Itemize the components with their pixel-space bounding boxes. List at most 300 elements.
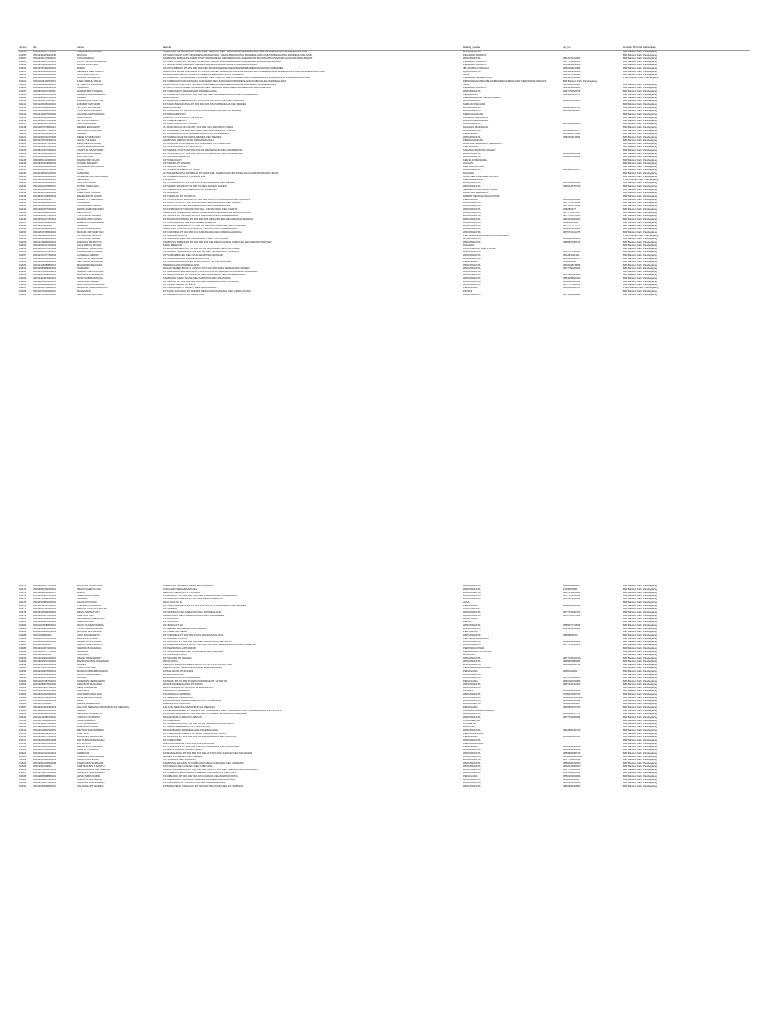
cell-no-hp: 08980000000 xyxy=(563,778,579,781)
cell-sumber: BRI Banten Kab. Pandeglang xyxy=(623,683,657,686)
cell-nik: 3601941307862001 xyxy=(33,146,57,149)
cell-nomor: 91530 xyxy=(19,781,27,785)
cell-sumber: BRI Banten Kab. Pandeglang xyxy=(623,218,657,221)
cell-sumber: BRI Banten Kab. Pandeglang xyxy=(623,601,657,604)
cell-alamat: KAMPUNG SAMLUKUR DESA PASIRJANGA KECAMATAN MORONCONG xyxy=(163,211,251,215)
cell-alamat: KP.PASIR GADUNG RT.001 RW.002 DS SIKENTIR/NGKING.CADASARI xyxy=(163,712,248,716)
cell-nomor: 91468 xyxy=(19,290,27,293)
cell-bidang-usaha: WIRASWASTA xyxy=(463,765,481,768)
cell-nomor: 91505 xyxy=(19,699,27,703)
cell-bidang-usaha: WIRASWASTA xyxy=(463,598,481,601)
cell-sumber: BRI Banten Kab. Pandeglang xyxy=(623,274,657,277)
cell-nomor: 91510 xyxy=(19,716,27,719)
cell-nomor: 91484 xyxy=(19,630,27,634)
cell-bidang-usaha: DAGA/UNAN/ABANG xyxy=(463,119,489,123)
cell-nama: KAEDA BIN SAMNUDI xyxy=(77,762,104,765)
cell-sumber: BRI Banten Kab. Pandeglang xyxy=(623,211,657,215)
cell-nama: ACHMAD SUPRIYADI xyxy=(77,247,103,251)
cell-nik: 3601220808880001 xyxy=(33,274,57,277)
cell-no-hp: 085948266877 xyxy=(563,129,581,132)
cell-nama: SUDIASIH xyxy=(77,172,90,175)
cell-sumber: BRI Banten Kab. Pandeglang xyxy=(623,57,657,60)
cell-nomor: 91442 xyxy=(19,205,27,208)
cell-no-hp: 085592368468 xyxy=(563,274,581,277)
cell-no-hp: 085103862340 xyxy=(563,277,581,280)
cell-nik: 3601900802840002 xyxy=(33,726,57,729)
cell-alamat: SURUPUN MARAKA RT 002 RW 002 KEL RT 001 KEC.SARUNI KEC.MAJASARI xyxy=(163,768,258,772)
cell-nomor: 91405 xyxy=(19,83,27,87)
cell-nomor: 91421 xyxy=(19,136,27,139)
cell-nomor: 91416 xyxy=(19,119,27,123)
cell-alamat: KP BABAKAN KEMBANG RT 01 RW 04 DS CILILITAN KEC.PADANG xyxy=(163,100,244,103)
cell-alamat: RAMANLUU CIUDUON xyxy=(163,703,191,706)
cell-sumber: BRI Banten Kab. Pandeglang xyxy=(623,214,657,218)
cell-alamat: KP CIBANGO TENGAHKEL.PILIMBEN KEC.CARITA. KEL.PILIMBEN KEC.PANDEGLANG KAB.LABUAN PANDEGLANG KAB. xyxy=(163,77,311,80)
cell-bidang-usaha: KOSMETIK xyxy=(463,722,477,726)
cell-sumber: BRI Banten Kab. Pandeglang xyxy=(623,185,657,188)
cell-nik: 3601890150820004 xyxy=(33,191,57,195)
cell-nomor: 91524 xyxy=(19,762,27,765)
cell-nomor: 91531 xyxy=(19,785,27,788)
cell-bidang-usaha: PEDAGANG xyxy=(463,745,478,749)
cell-nik: 3601801407060021 xyxy=(33,149,57,152)
cell-nama: JULIANA ARSTONANG xyxy=(77,113,105,116)
cell-sumber: PNM Banten Kab. Pandeglang xyxy=(623,234,659,237)
cell-sumber: BRI Banten Kab. Pandeglang xyxy=(623,139,657,142)
cell-sumber: BRI Banten Kab. Pandeglang xyxy=(623,221,657,224)
cell-nama: YANI SINUMADITO xyxy=(77,634,100,637)
cell-nomor: 91446 xyxy=(19,218,27,221)
cell-nik: 3601203088420001 xyxy=(33,601,57,604)
cell-sumber: BRI Banten Kab. Pandeglang xyxy=(623,696,657,699)
cell-nama: ROHAN/ABN CINDAK xyxy=(77,251,103,254)
cell-sumber: BRI Banten Kab. Pandeglang xyxy=(623,614,657,617)
cell-nik: 3601201707760002 xyxy=(33,254,57,257)
cell-nik: 3601506908020001 xyxy=(33,109,57,113)
cell-nik: 3601210401920002 xyxy=(33,116,57,119)
cell-nama: NENGSIH xyxy=(77,178,89,182)
cell-nama: ROSI NURDIANSYAH xyxy=(77,277,103,280)
cell-bidang-usaha: WIRASWASTA xyxy=(463,237,481,241)
cell-alamat: KP BANJAR KULON xyxy=(163,637,188,640)
cell-bidang-usaha: WIRASWASTA xyxy=(463,739,481,742)
cell-alamat: KP BOJEN TANGGUL RT 02 RW 02 KEL. BOJEN KEC. SOBANG xyxy=(163,251,240,254)
cell-bidang-usaha: PENGGANAN/AN PADI xyxy=(463,667,491,670)
cell-no-hp: 085208020002 xyxy=(563,280,581,283)
cell-bidang-usaha: WIRASWASTA xyxy=(463,683,481,686)
cell-alamat: KOMP.CIPROTAG CIPUTIH KEC.KADUHEJO/CIPERRBEGA/ANGKANG/KHEJO PANDEGLANG xyxy=(163,83,276,87)
cell-nik: 3601860905760002 xyxy=(33,96,57,100)
cell-alamat: KAMPUNG KADU SIANA KEL KARATON KEC MAJASARI xyxy=(163,277,231,280)
cell-nik: 3601207020809001 xyxy=(33,270,57,274)
cell-nama: KALLON SERANG PENGIRUN AS SERANG xyxy=(77,706,130,709)
cell-nik: 3601214607860002 xyxy=(33,742,57,745)
cell-bidang-usaha: WIRASWASTA xyxy=(463,214,481,218)
cell-bidang-usaha: WIRASWASTA xyxy=(463,136,481,139)
cell-nik: 3601194002820007 xyxy=(33,591,56,594)
cell-alamat: PASAR SENEN BLOK II LANTAI 4 RT 001 RW 006/L SENEN KEC.SENEN xyxy=(163,267,250,270)
cell-bidang-usaha: WIRASWASTA xyxy=(463,673,481,676)
cell-no-hp: 087552073132 xyxy=(563,205,581,208)
cell-nama: DARMA BIN TASMAN xyxy=(77,90,103,93)
cell-nik: 3601891700890002 xyxy=(33,195,57,198)
cell-nama: VIJAYTO SUPARTA xyxy=(77,716,101,719)
cell-sumber: BRI Banten Kab. Pandeglang xyxy=(623,149,657,152)
cell-no-hp: 085216080016 xyxy=(563,604,581,608)
cell-nik: 3601050807080001 xyxy=(33,722,57,726)
cell-nik: 3601264812830001 xyxy=(33,755,57,758)
cell-no-hp: 085283647773 xyxy=(563,712,581,716)
cell-alamat: PASIR KUNTUL KEL PANDEGLANG KEC.PANDEGLANG xyxy=(163,205,231,208)
cell-nomor: 91417 xyxy=(19,123,27,126)
cell-alamat: KAMPUNG SEMPER RT 07 RW 04 KEL.BATUBANTAR KEC.CIMANUK xyxy=(163,224,247,228)
cell-alamat: KP SAKETI PASIR RT 02 RW 01 DES SAKETI SAKETI xyxy=(163,185,227,188)
cell-nama: SUDIMAN xyxy=(77,690,89,693)
cell-bidang-usaha: WIRASWASTA xyxy=(463,781,481,785)
cell-bidang-usaha: WIRASWASTA xyxy=(463,762,481,765)
cell-nik: 3601272207560002 xyxy=(33,781,57,785)
cell-nomor: 91445 xyxy=(19,214,27,218)
cell-nik: 3601240407840001 xyxy=(33,277,57,280)
cell-alamat: KP PANGAMPOAN xyxy=(163,113,186,116)
cell-sumber: BRI Banten Kab. Pandeglang xyxy=(623,772,657,775)
cell-sumber: BRI Banten Kab. Pandeglang xyxy=(623,67,657,70)
cell-sumber: BRI Banten Kab. Pandeglang xyxy=(623,129,657,132)
cell-sumber: BRI Banten Kab. Pandeglang xyxy=(623,644,657,647)
cell-nik: 3601140408802001 xyxy=(33,201,56,205)
cell-no-hp: 081111111111 xyxy=(563,221,579,224)
cell-bidang-usaha: HASIL BUMI xyxy=(463,617,478,621)
cell-nik: 3601080211600002 xyxy=(33,159,56,162)
cell-nik: 3601208807830002 xyxy=(33,683,57,686)
cell-nomor: 91419 xyxy=(19,129,27,132)
cell-no-hp: 085507774569 xyxy=(563,624,581,627)
cell-nomor: 91463 xyxy=(19,274,27,277)
cell-nama: TB ACHMAD FAUAL xyxy=(77,205,102,208)
cell-nik: 3601214607030002 xyxy=(33,113,57,116)
cell-alamat: KP CIBUNGUR GARDU JL JASA, CIGALAKIRT 3/006 xyxy=(163,732,226,735)
cell-sumber: BRI Banten Kab. Pandeglang xyxy=(623,755,657,758)
cell-bidang-usaha: WIRASWASTA xyxy=(463,591,481,594)
cell-bidang-usaha: WIRASWASTA xyxy=(463,211,481,215)
cell-nomor: 91452 xyxy=(19,237,27,241)
cell-sumber: BRI Banten Kab. Pandeglang xyxy=(623,188,657,192)
cell-nik: 3601200209820002 xyxy=(33,257,57,260)
cell-no-hp: 081910874686 xyxy=(563,264,581,267)
cell-bidang-usaha: WIRASWASTA xyxy=(463,712,481,716)
cell-alamat: KP SINURKU KEL KABAYAN KEC PANDEGLANG xyxy=(163,611,222,614)
cell-nomor: 91488 xyxy=(19,644,27,647)
cell-alamat: JL PAGARIBH DSL RATIBAJA RT 02/09 KEL JAMIKA KEC BOJONGLOA KALER BANDUNG 40231 xyxy=(163,172,279,175)
cell-nama: RUSMIN xyxy=(77,188,88,192)
cell-alamat: KP CISEKE MELATI xyxy=(163,119,187,123)
cell-nik: 3601200308880002 xyxy=(33,673,57,676)
cell-bidang-usaha: PEGAWAI SWASTA xyxy=(463,54,487,57)
cell-nomor: 91520 xyxy=(19,749,27,752)
cell-alamat: RAWA LAUJI KEL PEGADUNGAN KEC.KALIDERES xyxy=(163,614,225,617)
cell-alamat: KP CIKEBUI KELURAHAN CIMERAK KECAMATAN CIBITUNG xyxy=(163,772,237,775)
cell-nomor: 91449 xyxy=(19,228,27,231)
cell-alamat: DS PATUKBELID RT 001 RW 004/KEC.BOHONGEWAH/DESABANEBABABEINGNORONO KEBUMEN xyxy=(163,67,284,70)
cell-nama: AAS ARIB MAULANA xyxy=(77,693,103,696)
cell-nomor: 91527 xyxy=(19,772,27,775)
cell-nik: 3601202049110002 xyxy=(33,280,56,283)
cell-sumber: BRI Banten Kab. Pandeglang xyxy=(623,106,657,110)
cell-nomor: 91529 xyxy=(19,778,27,781)
cell-nama: SOHIBBIN FATUROHMAN xyxy=(77,175,109,178)
cell-no-hp: 083612875760 xyxy=(563,185,581,188)
cell-alamat: KP BABAKAN/SANDI.NU RT 002 RW 002 KEL CIMRUHIMATAN KEC CIBELIAK xyxy=(163,644,257,647)
cell-no-hp: 085210303003 xyxy=(563,775,581,778)
cell-alamat: KP KARYA BAKTI RT 002/011 xyxy=(163,123,198,126)
cell-nik: 3601073808860002 xyxy=(33,598,57,601)
cell-alamat: KP CIBINGI DS SUKASENDRU KC CIKEUSIK xyxy=(163,188,218,192)
cell-alamat: KP.MANGUNAH RT 002 RW 012 KEL.RT 001 KEC.SARUNI KEC.MAJASARI xyxy=(163,752,253,755)
cell-nomor: 91517 xyxy=(19,739,27,742)
cell-nik: 3601292117500001 xyxy=(33,57,56,60)
cell-nama: RASPAN BIN KATRA xyxy=(77,218,102,221)
cell-alamat: KP SOBANG KEL SOBANG xyxy=(163,758,196,762)
cell-sumber: PNM Banten Kab. Pandeglang xyxy=(623,77,659,80)
cell-no-hp: 085256020502 xyxy=(563,152,581,155)
cell-bidang-usaha: WIRASWASTA xyxy=(463,106,481,110)
cell-nomor: 91413 xyxy=(19,109,27,113)
cell-nama: NYI AYU SUTARSIH xyxy=(77,106,101,110)
cell-nama: NENI SUHAESIH xyxy=(77,686,98,690)
cell-nik: 3601160608040002 xyxy=(33,73,56,77)
cell-nik: 3601211508880001 xyxy=(33,264,56,267)
cell-sumber: BRI Banten Kab. Pandeglang xyxy=(623,113,657,116)
cell-nama: NANANG KURNIAWAN xyxy=(77,772,105,775)
cell-sumber: BRI Banten Kab. Pandeglang xyxy=(623,607,657,611)
cell-nama: FAJAR MULYANA xyxy=(77,64,98,67)
cell-bidang-usaha: WIRASWASTA xyxy=(463,703,481,706)
cell-nik: 3601164100002 xyxy=(33,653,52,657)
cell-sumber: BRI Banten Kab. Pandeglang xyxy=(623,191,657,195)
cell-bidang-usaha: PERDAGANGAN xyxy=(463,113,484,116)
cell-alamat: KP SANJAR RT 002/003 xyxy=(163,657,192,660)
cell-no-hp: 087878037580 xyxy=(563,614,581,617)
cell-sumber: BRI Banten Kab. Pandeglang xyxy=(623,742,657,745)
cell-sumber: BRI Banten Kab. Pandeglang xyxy=(623,247,657,251)
cell-sumber: BRI Banten Kab. Pandeglang xyxy=(623,627,657,630)
cell-sumber: BRI Banten Kab. Pandeglang xyxy=(623,50,657,54)
cell-nomor: 91455 xyxy=(19,247,27,251)
cell-nama: HIRFIN SAIM MAYATI xyxy=(77,644,103,647)
cell-sumber: BRI Banten Kab. Pandeglang xyxy=(623,673,657,676)
cell-nomor: 91415 xyxy=(19,116,27,119)
cell-nomor: 91501 xyxy=(19,686,27,690)
cell-no-hp: 085911182400 xyxy=(563,109,580,113)
cell-nomor: 91497 xyxy=(19,673,27,676)
cell-bidang-usaha: WIRASWASTA xyxy=(463,90,481,93)
cell-nik: 3601284910040001 xyxy=(33,77,57,80)
cell-bidang-usaha: COUNTER HP xyxy=(463,607,481,611)
cell-bidang-usaha: PERTANIAN xyxy=(463,630,478,634)
cell-nama: NURHADI xyxy=(77,267,89,270)
cell-nomor: 91412 xyxy=(19,106,27,110)
cell-sumber: BRI Banten Kab. Pandeglang xyxy=(623,630,657,634)
cell-nama: RAHAYTI YOELANDA xyxy=(77,198,103,201)
cell-nomor: 91402 xyxy=(19,73,27,77)
cell-alamat: KP BARUBAN MALABANG RT 001 RW 003 DS MEKAR/TRUNBANG CADASARI xyxy=(163,270,258,274)
cell-bidang-usaha: WIRASWASTA xyxy=(463,270,481,274)
cell-nik: 3601107088000003 xyxy=(33,719,56,722)
cell-bidang-usaha: DAGANG xyxy=(463,172,475,175)
cell-nik: 3601201911082001 xyxy=(33,152,56,155)
cell-nomor: 91401 xyxy=(19,70,27,73)
cell-alamat: KAMPUNG BABAKAN ASEM RT/07 RW/02/DESA CIBARENGKOK ASEAM/TAN BOJONGPICUNG/KAB.CIANJUR/JAWA BARAT xyxy=(163,57,313,60)
cell-alamat: KP CISEUNDUT MEKARSARI PANDEGLANG xyxy=(163,90,217,93)
cell-bidang-usaha: PEDAGANG xyxy=(463,198,478,201)
cell-sumber: BRI Banten Kab. Pandeglang xyxy=(623,752,657,755)
cell-nama: AGI CAHYA DIGUNA xyxy=(77,129,102,132)
cell-nomor: 91458 xyxy=(19,257,27,260)
cell-alamat: PUCEC/LIT xyxy=(163,178,177,182)
cell-bidang-usaha: WIRASWASTA xyxy=(463,277,481,280)
cell-bidang-usaha: WIRASWASTA xyxy=(463,254,481,257)
cell-nama: JUBAIR xyxy=(77,676,87,680)
cell-nik: 3601304612810008 xyxy=(33,739,57,742)
cell-bidang-usaha: PEDAGANG xyxy=(463,680,478,683)
cell-nik: 3601204901630001 xyxy=(33,657,57,660)
cell-bidang-usaha: PERDAGANGAN xyxy=(463,742,484,745)
cell-no-hp: 087772978854 xyxy=(563,201,581,205)
cell-alamat: JL TAMAN MERDEKA II RT 001 RW 006 xyxy=(163,726,210,729)
cell-nik: 3601228807830003 xyxy=(33,778,57,781)
cell-sumber: BRI Banten Kab. Pandeglang xyxy=(623,251,657,254)
cell-nomor: 91483 xyxy=(19,627,27,630)
cell-nama: SRI BUNGA MAYANG xyxy=(77,293,103,297)
cell-nomor: 91494 xyxy=(19,663,27,667)
cell-nik: 3601204502000001 xyxy=(33,663,57,667)
cell-bidang-usaha: PERTANIAN xyxy=(463,146,478,149)
cell-sumber: BRI Banten Kab. Pandeglang xyxy=(623,152,657,155)
cell-alamat: KP PEMATANG JATI/002/08 xyxy=(163,647,196,650)
cell-alamat: KP. GIDBANG KEL. BATUBANJANG / KEC. CIPUCANG xyxy=(163,237,229,241)
cell-sumber: BRI Banten Kab. Pandeglang xyxy=(623,136,657,139)
cell-nomor: 91409 xyxy=(19,96,27,100)
cell-nomor: 91464 xyxy=(19,277,27,280)
cell-nama: TIREKLI PAMUNGKAH xyxy=(77,755,105,758)
cell-nik: 3601352102760001 xyxy=(33,218,57,221)
cell-sumber: BRI Banten Kab. Pandeglang xyxy=(623,712,657,716)
cell-nik: 3601105080002 xyxy=(33,634,52,637)
cell-no-hp: 081916838197 xyxy=(563,585,581,588)
cell-bidang-usaha: DAGANG MAKANAN xyxy=(463,116,488,119)
cell-nomor: 91503 xyxy=(19,693,27,696)
column-header-bidang-usaha: bidang_usaha xyxy=(462,46,562,50)
cell-nama: H.USIN CHAIRUDIN xyxy=(77,228,101,231)
cell-nik: 3601047079000004 xyxy=(33,293,57,297)
cell-no-hp: 081363030303 xyxy=(563,77,581,80)
cell-nama: EZII BIN DARSIMAH xyxy=(77,152,102,155)
cell-alamat: KP KADUDAMPIT SAKETI DES.KADUDAMPIT xyxy=(163,287,218,290)
cell-sumber: BRI Banten Kab. Pandeglang xyxy=(623,657,657,660)
cell-nama: SUAKU BIN IFING xyxy=(77,758,99,762)
cell-nama: MELON CUCITA PRATWI xyxy=(77,607,107,611)
cell-nomor: 91434 xyxy=(19,178,27,182)
cell-alamat: KP SARIDA DS/E DS DESA MENES KEC MENES xyxy=(163,136,222,139)
cell-nik: 3601461508910002 xyxy=(33,106,57,110)
cell-alamat: KP. BARU RT.1/2 xyxy=(163,624,183,627)
cell-nik: 3601107104000001 xyxy=(33,290,56,293)
cell-nik: 3601470107090001 xyxy=(33,667,57,670)
cell-sumber: BRI Banten Kab. Pandeglang xyxy=(623,119,657,123)
cell-no-hp: 081080000000 xyxy=(563,198,581,201)
cell-nomor: 91500 xyxy=(19,683,27,686)
cell-alamat: KP CIMEYARDI xyxy=(163,739,182,742)
cell-nama: AMAN/UPANG BIN SARIKIN xyxy=(77,768,111,772)
cell-bidang-usaha: WIRASWASTA xyxy=(463,768,481,772)
cell-nomor: 91418 xyxy=(19,126,27,129)
cell-no-hp: 085296020852 xyxy=(563,785,581,788)
cell-nik: 3601220107860105 xyxy=(33,709,57,713)
cell-sumber: BRI Banten Kab. Pandeglang xyxy=(623,198,657,201)
cell-nik: 3601226404700001 xyxy=(33,686,57,690)
cell-sumber: BRI Banten Kab. Pandeglang xyxy=(623,686,657,690)
cell-nama: SALAMAH BT MARDA xyxy=(77,785,104,788)
cell-nama: NUR HAYATI xyxy=(77,116,93,119)
cell-bidang-usaha: WIRASWASTA xyxy=(463,231,481,234)
cell-bidang-usaha: WIRASWASTA xyxy=(463,169,481,172)
cell-nik: 3601164708030001 xyxy=(33,607,56,611)
cell-sumber: BRI Banten Kab. Pandeglang xyxy=(623,604,657,608)
cell-alamat: BLOK PAHING RT.02 RW.0 SINDANGLAUT xyxy=(163,686,215,690)
cell-nik: 3601247070370001 xyxy=(33,637,57,640)
cell-alamat: KP TAMIAOLOT xyxy=(163,159,182,162)
cell-no-hp: 087772872660 xyxy=(563,214,581,218)
cell-no-hp: 085249910486 xyxy=(563,67,581,70)
cell-sumber: BRI Banten Kab. Pandeglang xyxy=(623,765,657,768)
cell-nama: MASUR 435 SDIKYAN xyxy=(77,231,104,234)
cell-nomor: 91408 xyxy=(19,93,27,96)
cell-no-hp: 087771700015 xyxy=(563,283,581,287)
cell-nomor: 91380 xyxy=(19,60,27,64)
cell-nomor: 91498 xyxy=(19,676,27,680)
cell-nama: NENENG HERYAWATI xyxy=(77,70,104,73)
cell-nik: 3601100708700002 xyxy=(33,680,56,683)
cell-nomor: 91474 xyxy=(19,598,27,601)
cell-nik: 3601200107811025 xyxy=(33,251,56,254)
cell-sumber: BRI Banten Kab. Pandeglang xyxy=(623,132,657,136)
cell-sumber: BRI Banten Kab. Pandeglang xyxy=(623,640,657,644)
cell-nik: 3601200310841 xyxy=(33,765,52,768)
cell-no-hp: 087777777777 xyxy=(563,224,581,228)
cell-alamat: KP SUMURBULEU KEL CITALAHAB KEC BANJAR xyxy=(163,254,223,257)
cell-nama: RATU CHOERUNNISA xyxy=(77,624,104,627)
cell-nomor: 91513 xyxy=(19,726,27,729)
cell-bidang-usaha: WIRASWASTA xyxy=(463,267,481,270)
cell-alamat: KP CIGEULIS BARAT RT 01/08 xyxy=(163,169,200,172)
cell-nama: MAKMUR SAMSU/HAYATI xyxy=(77,287,108,290)
cell-no-hp: 081289166063 xyxy=(563,699,581,703)
cell-no-hp: 085666282785 xyxy=(563,287,581,290)
cell-nik: 3601120508800238 xyxy=(33,175,56,178)
cell-nama: SUFIYATIB SARM/AM xyxy=(77,257,103,260)
cell-nomor: 91443 xyxy=(19,208,27,211)
cell-alamat: MEIDON SEJATI/KI RT 001/001 xyxy=(163,591,201,594)
cell-alamat: KP CIRONDA RT 004 RW 04 DS MANGGUNGJAYA xyxy=(163,634,224,637)
column-header-no-hp: no_hp xyxy=(562,46,622,50)
cell-bidang-usaha: WIRASWASTA xyxy=(463,758,481,762)
cell-no-hp: 085734431323 xyxy=(563,683,581,686)
cell-nama: AGUS ROSYADI xyxy=(77,601,97,604)
cell-nama: JUHAIDAH xyxy=(77,201,90,205)
cell-nik: 3601241017770316 xyxy=(33,50,57,54)
cell-bidang-usaha: DAGANG xyxy=(463,244,475,247)
cell-nama: MUHAMAD ZAENUDIN xyxy=(77,617,105,621)
